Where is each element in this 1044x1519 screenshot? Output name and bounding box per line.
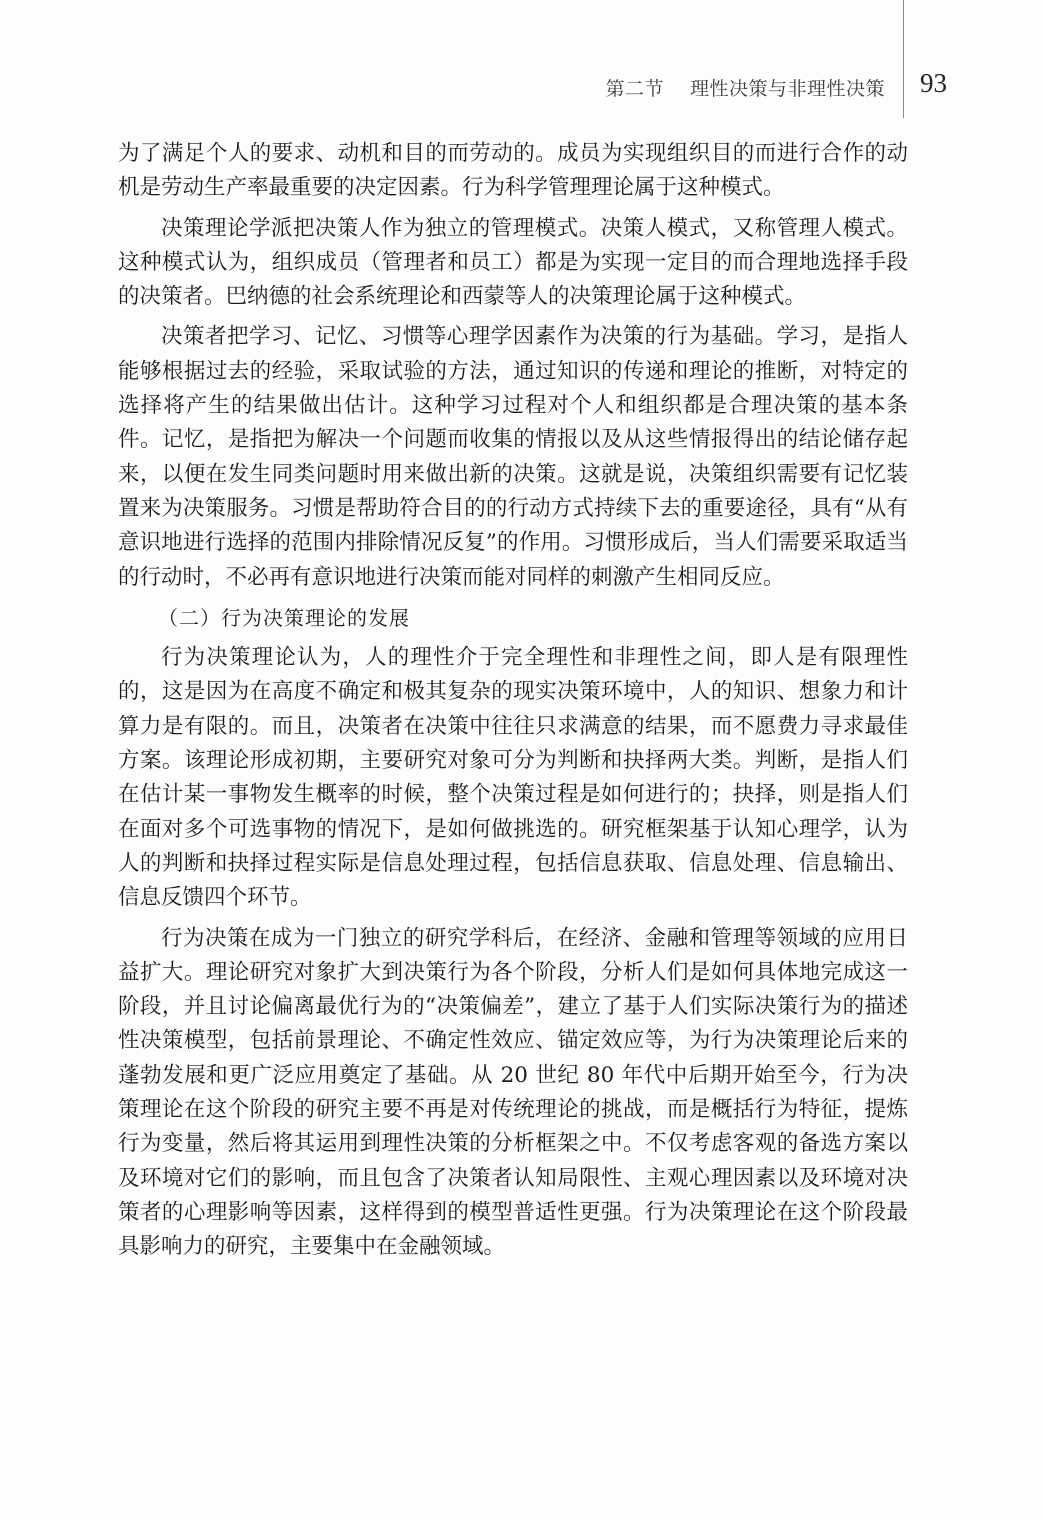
paragraph-psychological-factors: 决策者把学习、记忆、习惯等心理学因素作为决策的行为基础。学习，是指人能够根据过去的经验，采取试验的方法，通过知识的传递和理论的推断，对特定的选择将产生的结果做出估计。这种学习过程对个人和组织都是合理决策的基本条件。记忆，是指把为解决一个问题而收集的情报以及从这些情报得出的结论储存起来，以便在发生同类问题时用来做出新的决策。这就是说，决策组织需要有记忆装置来为决策服务。习惯是帮助符合目的的行动方式持续下去的重要途径，具有“从有意识地进行选择的范围内排除情况反复”的作用。习惯形成后，当人们需要采取适当的行动时，不必再有意识地进行决策而能对同样的刺激产生相同反应。: [118, 324, 908, 590]
page-number: 93: [920, 68, 947, 98]
running-head: [540, 74, 885, 101]
section-number: 第二节: [605, 78, 664, 100]
section-title: 理性决策与非理性决策: [689, 78, 885, 100]
paragraph-decision-school: 决策理论学派把决策人作为独立的管理模式。决策人模式，又称管理人模式。这种模式认为，组织成员（管理者和员工）都是为实现一定目的而合理地选择手段的决策者。巴纳德的社会系统理论和西蒙等人的决策理论属于这种模式。: [118, 215, 908, 310]
paragraph-development: 行为决策在成为一门独立的研究学科后，在经济、金融和管理等领域的应用日益扩大。理论研究对象扩大到决策行为各个阶段，分析人们是如何具体地完成这一阶段，并且讨论偏离最优行为的“决策偏差”，建立了基于人们实际决策行为的描述性决策模型，包括前景理论、不确定性效应、锚定效应等，为行为决策理论后来的蓬勃发展和更广泛应用奠定了基础。从 20 世纪 80 年代中后期开始至今，行为决策理论在这个阶段的研究主要不再是对传统理论的挑战，而是概括行为特征，提炼行为变量，然后将其运用到理性决策的分析框架之中。不仅考虑客观的备选方案以及环境对它们的影响，而且包含了决策者认知局限性、主观心理因素以及环境对决策者的心理影响等因素，这样得到的模型普适性更强。行为决策理论在这个阶段最具影响力的研究，主要集中在金融领域。: [118, 925, 908, 1260]
paragraph-bounded-rationality: 行为决策理论认为，人的理性介于完全理性和非理性之间，即人是有限理性的，这是因为在高度不确定和极其复杂的现实决策环境中，人的知识、想象力和计算力是有限的。而且，决策者在决策中往往只求满意的结果，而不愿费力寻求最佳方案。该理论形成初期，主要研究对象可分为判断和抉择两大类。判断，是指人们在估计某一事物发生概率的时候，整个决策过程是如何进行的；抉择，则是指人们在面对多个可选事物的情况下，是如何做挑选的。研究框架基于认知心理学，认为人的判断和抉择过程实际是信息处理过程，包括信息获取、信息处理、信息输出、信息反馈四个环节。: [118, 645, 908, 911]
header-divider: [903, 0, 904, 118]
body-text: [118, 137, 908, 1271]
subsection-heading: （二）行为决策理论的发展: [158, 605, 410, 630]
paragraph-continued: 为了满足个人的要求、动机和目的而劳动的。成员为实现组织目的而进行合作的动机是劳动生产率最重要的决定因素。行为科学管理理论属于这种模式。: [118, 141, 908, 201]
